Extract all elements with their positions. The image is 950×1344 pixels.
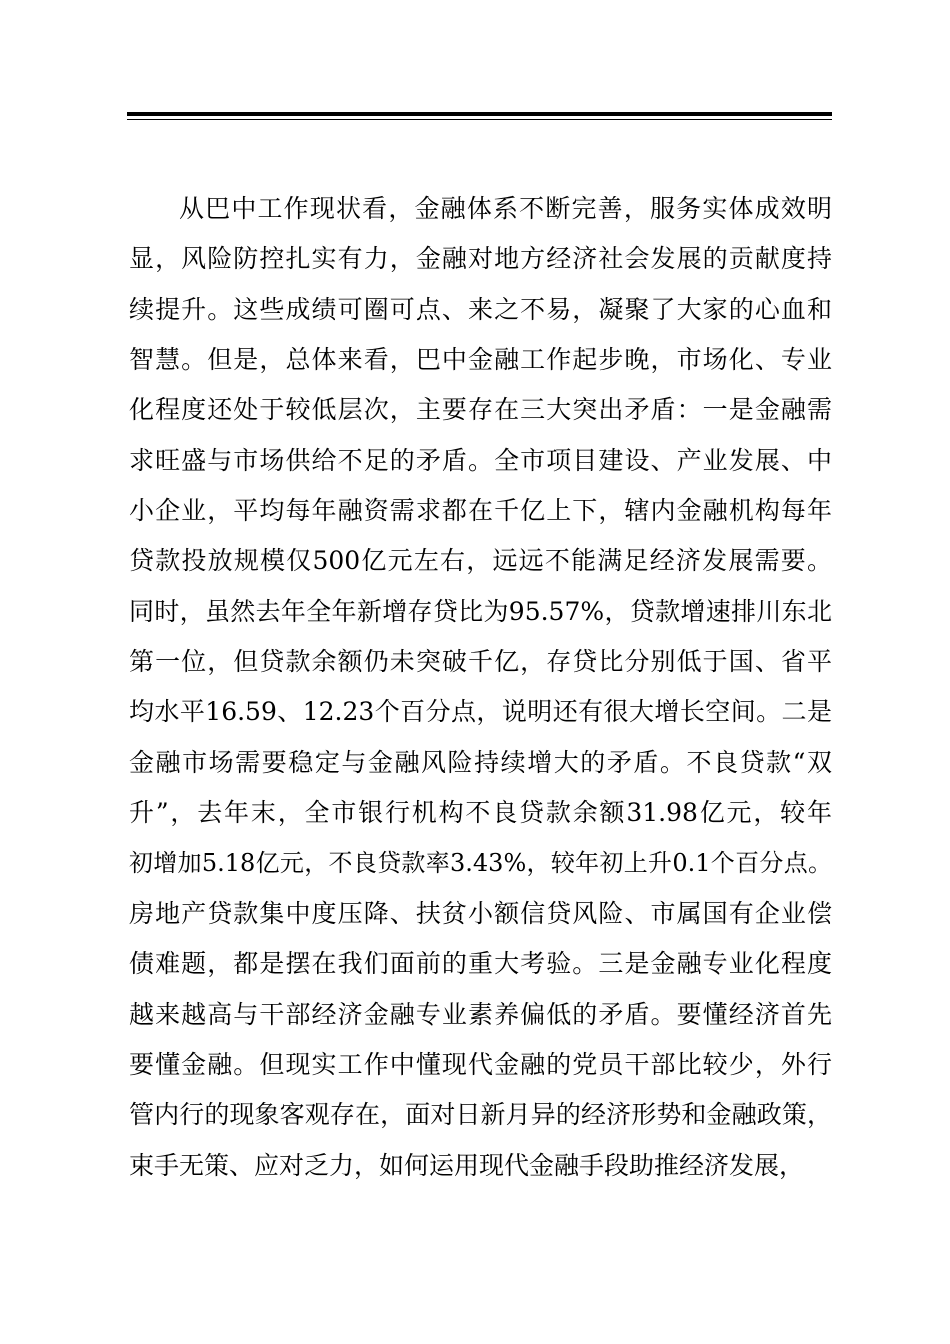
text-line: 升”，去年末，全市银行机构不良贷款余额31.98亿元，较年 [129,798,832,828]
text-line: 金融市场需要稳定与金融风险持续增大的矛盾。不良贷款“双 [129,747,832,777]
text-line: 均水平16.59、12.23个百分点，说明还有很大增长空间。二是 [129,697,832,727]
text-line: 同时，虽然去年全年新增存贷比为95.57%，贷款增速排川东北 [129,596,832,626]
text-line: 第一位，但贷款余额仍未突破千亿，存贷比分别低于国、省平 [129,647,832,677]
header-rule-thin [127,119,832,120]
text-line: 贷款投放规模仅500亿元左右，远远不能满足经济发展需要。 [129,546,832,576]
text-line: 从巴中工作现状看，金融体系不断完善，服务实体成效明 [179,194,832,223]
text-line: 束手无策、应对乏力，如何运用现代金融手段助推经济发展， [129,1150,805,1180]
text-line: 越来越高与干部经济金融专业素养偏低的矛盾。要懂经济首先 [129,999,832,1029]
text-line: 债难题，都是摆在我们面前的重大考验。三是金融专业化程度 [129,949,832,979]
header-rule-thick [127,112,832,116]
text-line: 智慧。但是，总体来看，巴中金融工作起步晚，市场化、专业 [129,345,832,375]
text-line: 要懂金融。但现实工作中懂现代金融的党员干部比较少，外行 [129,1049,832,1079]
text-line: 管内行的现象客观存在，面对日新月异的经济形势和金融政策， [129,1100,832,1130]
text-line: 求旺盛与市场供给不足的矛盾。全市项目建设、产业发展、中 [129,445,832,475]
text-line: 续提升。这些成绩可圈可点、来之不易，凝聚了大家的心血和 [129,294,832,324]
body-paragraph [129,184,832,1191]
text-line: 房地产贷款集中度压降、扶贫小额信贷风险、市属国有企业偿 [129,898,832,928]
text-line: 显，风险防控扎实有力，金融对地方经济社会发展的贡献度持 [129,244,832,274]
text-line: 初增加5.18亿元，不良贷款率3.43%，较年初上升0.1个百分点。 [129,849,832,878]
text-line: 小企业，平均每年融资需求都在千亿上下，辖内金融机构每年 [129,496,832,526]
text-line: 化程度还处于较低层次，主要存在三大突出矛盾：一是金融需 [129,395,832,425]
